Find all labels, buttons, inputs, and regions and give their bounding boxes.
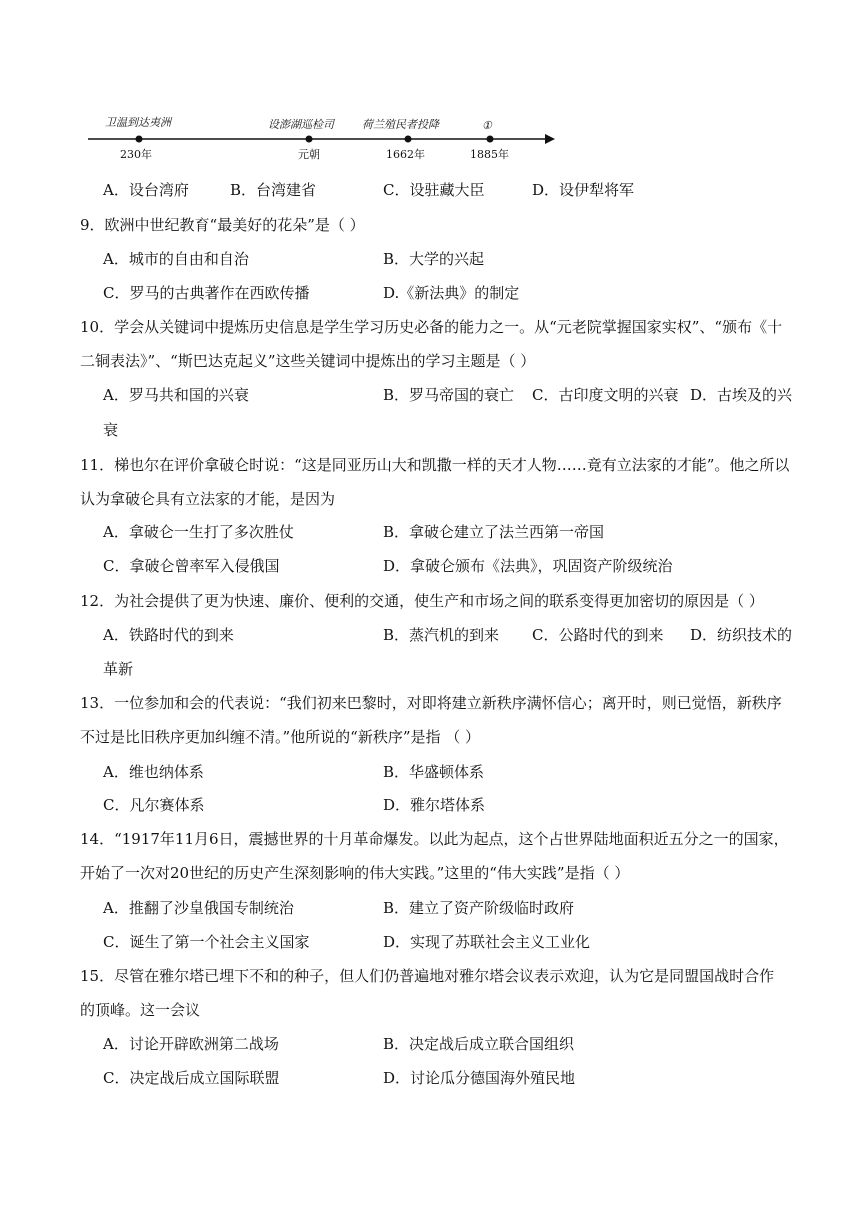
q12-option-a: A．铁路时代的到来: [103, 626, 234, 644]
q10-option-a: A．罗马共和国的兴衰: [103, 386, 249, 404]
timeline-event-year: 230年: [120, 148, 152, 161]
q10-option-d: D．古埃及的兴: [690, 386, 793, 404]
timeline-diagram: [0, 100, 868, 170]
timeline-arrow-icon: [545, 134, 555, 144]
q13-option-a: A．维也纳体系: [103, 763, 204, 781]
q14-option-a: A．推翻了沙皇俄国专制统治: [103, 899, 294, 917]
timeline-event-label: ①: [482, 119, 492, 132]
q14-option-b: B．建立了资产阶级临时政府: [383, 899, 575, 917]
q11-option-d: D．拿破仑颁布《法典》，巩固资产阶级统治: [383, 557, 673, 575]
q12-option-d-wrap: 革新: [103, 660, 134, 678]
q13-option-b: B．华盛顿体系: [383, 763, 485, 781]
q14-stem-line-2: 开始了一次对20世纪的历史产生深刻影响的伟大实践。”这里的“伟大实践”是指（ ）: [80, 864, 630, 882]
q13-stem-line-1: 13．一位参加和会的代表说：“我们初来巴黎时，对即将建立新秩序满怀信心；离开时，则已觉悟，新秩序: [80, 694, 782, 712]
q10-option-c: C．古印度文明的兴衰: [532, 386, 679, 404]
q12-option-b: B．蒸汽机的到来: [383, 626, 500, 644]
q13-option-d: D．雅尔塔体系: [383, 796, 486, 814]
q15-stem-line-1: 15．尽管在雅尔塔已埋下不和的种子，但人们仍普遍地对雅尔塔会议表示欢迎，认为它是同盟国战时合作: [80, 967, 775, 985]
q8-option-c: C．设驻藏大臣: [383, 181, 485, 199]
q12-option-d: D．纺织技术的: [690, 626, 793, 644]
timeline-event-year: 1662年: [386, 148, 425, 161]
q14-option-d: D．实现了苏联社会主义工业化: [383, 933, 591, 951]
q13-option-c: C．凡尔赛体系: [103, 796, 205, 814]
q10-option-b: B．罗马帝国的衰亡: [383, 386, 515, 404]
q9-option-b: B．大学的兴起: [383, 250, 485, 268]
timeline-event-year: 元朝: [298, 148, 320, 161]
timeline-dot-4: [487, 136, 494, 143]
q10-option-d-wrap: 衰: [103, 421, 119, 439]
q10-stem-line-2: 二铜表法》”、“斯巴达克起义”这些关键词中提炼出的学习主题是（ ）: [80, 352, 536, 370]
q15-option-b: B．决定战后成立联合国组织: [383, 1035, 575, 1053]
q11-option-b: B．拿破仑建立了法兰西第一帝国: [383, 523, 605, 541]
q13-stem-line-2: 不过是比旧秩序更加纠缠不清。”他所说的“新秩序”是指 （ ）: [80, 728, 481, 746]
q10-stem-line-1: 10．学会从关键词中提炼历史信息是学生学习历史必备的能力之一。从“元老院掌握国家实权”、“颁布《十: [80, 318, 783, 336]
q9-stem: 9．欧洲中世纪教育“最美好的花朵”是（ ）: [80, 216, 365, 234]
timeline-event-label: 卫温到达夷洲: [105, 116, 171, 129]
q14-option-c: C．诞生了第一个社会主义国家: [103, 933, 310, 951]
q12-option-c: C．公路时代的到来: [532, 626, 664, 644]
timeline-event-year: 1885年: [470, 148, 509, 161]
q15-stem-line-2: 的顶峰。这一会议: [80, 1001, 201, 1019]
timeline-dot-3: [405, 136, 412, 143]
q15-option-d: D．讨论瓜分德国海外殖民地: [383, 1069, 576, 1087]
q11-option-c: C．拿破仑曾率军入侵俄国: [103, 557, 280, 575]
q15-option-c: C．决定战后成立国际联盟: [103, 1069, 280, 1087]
q9-option-d: D.《新法典》的制定: [383, 284, 520, 302]
q14-stem-line-1: 14．“1917年11月6日，震撼世界的十月革命爆发。以此为起点，这个占世界陆地面积近五分之一的国家，: [80, 830, 789, 848]
timeline-event-label: 设澎湖巡检司: [268, 118, 334, 131]
timeline-dot-1: [136, 136, 143, 143]
q9-option-c: C．罗马的古典著作在西欧传播: [103, 284, 310, 302]
q15-option-a: A．讨论开辟欧洲第二战场: [103, 1035, 279, 1053]
q8-option-d: D．设伊犁将军: [532, 181, 635, 199]
timeline-event-label: 荷兰殖民者投降: [362, 118, 439, 131]
q11-option-a: A．拿破仑一生打了多次胜仗: [103, 523, 294, 541]
q11-stem-line-2: 认为拿破仑具有立法家的才能，是因为: [80, 490, 336, 508]
q8-option-a: A．设台湾府: [103, 181, 189, 199]
q11-stem-line-1: 11．梯也尔在评价拿破仑时说：“这是同亚历山大和凯撒一样的天才人物……竟有立法家的才能”。他之所以: [80, 456, 790, 474]
q9-option-a: A．城市的自由和自治: [103, 250, 249, 268]
q8-option-b: B．台湾建省: [230, 181, 317, 199]
q12-stem: 12．为社会提供了更为快速、廉价、便利的交通，使生产和市场之间的联系变得更加密切的原因是（ ）: [80, 592, 764, 610]
timeline-dot-2: [306, 136, 313, 143]
